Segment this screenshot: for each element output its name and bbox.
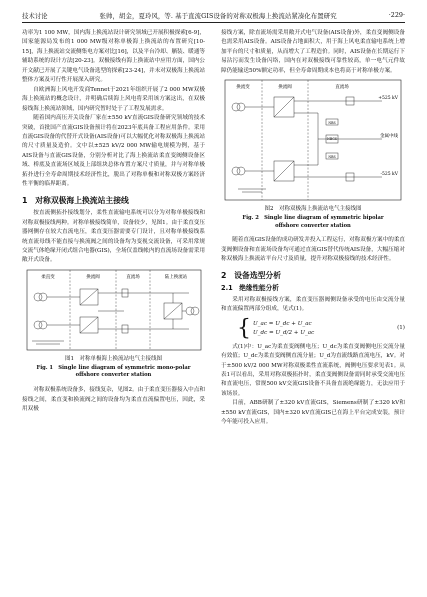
fig2-label: 换流阀 bbox=[278, 85, 292, 91]
figure-2-caption: 图2 对称双极海上换流站电气主接线图 bbox=[264, 206, 362, 213]
page-number: ·229· bbox=[388, 11, 405, 19]
fig2-voltage: +525 kV bbox=[378, 96, 398, 102]
paragraph: 对称双极系统设备多，接线复杂，见图2。由于柔直变压器接入中点和接线之间，柔直变和换流阀之间的设备均为柔直直流偏置电压，因此，采用双极 bbox=[22, 387, 205, 412]
figure-2-caption-en: Fig. 2 Single line diagram of symmetric bipolar offshore converter station bbox=[242, 215, 384, 229]
figure-2-diagram bbox=[222, 77, 404, 203]
equation-brace: { bbox=[237, 315, 251, 341]
fig2-module: NBS bbox=[328, 121, 336, 126]
fig2-voltage: 金属中线 bbox=[380, 134, 398, 140]
left-column bbox=[22, 29, 205, 414]
figure-1-caption-en: Fig. 1 Single line diagram of symmetric mono-polar offshore converter station bbox=[36, 364, 191, 379]
fig2-label: 直流场 bbox=[335, 85, 349, 91]
fig2-module: NBS bbox=[328, 155, 336, 160]
fig2-label: 换流变 bbox=[236, 85, 250, 91]
paragraph: 式(1)中：U_ac为柔直变阀侧电压；U_dc为柔直变阀侧电压交流分量有效值；U_dc为柔直变阀侧直流分量；U_d为直流线路直流电压，kV。对于±500 kV/2 000 MW对称双极柔性直流系统，阀侧电压要求见表1。从表1可以看出，采用对称双极拓扑时，柔直变阀侧设备需同时承受交流电压和直流电压，常规500 kV交流GIS设备不具备直流绝缘能力，无法应用于该场景。 bbox=[221, 343, 405, 397]
running-title: 张帅，胡金，夏玲风，等. 基于直流GIS设备的对称双极海上换流站紧凑化布置研究 bbox=[99, 11, 337, 20]
page-header bbox=[22, 8, 405, 23]
fig1-label: 换流阀 bbox=[85, 274, 100, 280]
paragraph: 接线方案，除直流场需采用敞开式电气设备(AIS设备)外，柔直变阀侧设备也需采用AIS设备。AIS设备占地面积大，用于海上风电柔直输电系统上增加平台的尺寸和质量，从而增大了工程造价。同时，AIS设备在长期运行下易沾污而发生设备闪络，国内在对双极接线可靠性较高，单一电气元件故障仍能输送50%额定功率，但全寿命周期成本也将高于对称单极方案。 bbox=[221, 30, 405, 74]
fig1-label: 陆上换流站 bbox=[164, 274, 187, 280]
journal-section: 技术讨论 bbox=[22, 11, 48, 20]
equation-1 bbox=[237, 315, 405, 341]
fig1-label: 柔直变 bbox=[40, 274, 55, 280]
subsection-heading: 2.1 绝缘性能分析 bbox=[221, 284, 279, 293]
paragraph: 采用对称双极接线方案，柔直变压器阀侧设备承受的电压由交流分量和直流偏置两部分组成，见式(1)。 bbox=[221, 296, 405, 313]
figure-1-caption: 图1 对称单极海上换流站电气主接线图 bbox=[64, 355, 162, 362]
paragraph: 按直流侧拓扑接线划分，柔性直流输电系统可以分为对称单极接线和对称双极接线两种。对称单极接线简单，设备较少，见图1。由于柔直变压器网侧存在较大直流电压，柔直变压器需要专门设计，且对称单极接线系统直流母线不能直接与换流阀之间的设备均为变视交流设备，可采用常规交流气体绝缘开闭式组合电器(GIS)，全场仅盖线帐内的直流场设备需采用敞开式设备。 bbox=[22, 210, 205, 264]
paragraph: 随着直流GIS设备的成功研发并投入工程运行，对称双极方案中的柔直变阀侧设备和直流场设备均可通过直流GIS替代传统AIS设备，大幅压缩对称双极海上换流站平台尺寸及质量，提升对称双极接线的技术经济性。 bbox=[221, 237, 405, 263]
equation-number: (1) bbox=[397, 324, 405, 331]
paragraph: 功率为1 100 MW，国内海上换流站设计研究领域已开展积极探索[6-9]，国家能源局发布的1 000 MW级对称单极海上换流站的布置研究[10-15]，海上换流站交流侧集电方案对比[16]，以及平台冷却、舾装、暖通等辅助系统的设计方法[20-23]。双极接线有海上换流站中应用方面，国内公开文献已开展了关键电气设备选型的探索[23-24]，并未对双极海上换流站整体方案及可行性开展深入研究。 bbox=[22, 30, 206, 84]
paragraph: 自欧洲海上风电开发商Tennet于2021年组织开展了2 000 MW双极海上换流站的概念设计，并明确后续海上风电将采用该方案这出，在双极接线海上换流站领域，国内研究暂时处于了工程发展需求。 bbox=[22, 86, 205, 112]
fig2-module: NBGS bbox=[327, 137, 337, 142]
figure-1-diagram bbox=[24, 267, 204, 353]
paragraph: 目前，ABB研制了±320 kV直流GIS，Siemens研制了±320 kV和±550 kV直流GIS，国内±320 kV直流GIS已在海上平台完成安装，预计今年能可投入应用。 bbox=[221, 400, 405, 426]
equation-line: U_ac = U_dc + U_ac bbox=[253, 320, 312, 327]
paragraph: 随着国内高压开关设备厂家在±550 kV直流GIS设备研究领域的技术突破，首批国产直流GIS设备预计将在2023年底具备工程应用条件。采用直流GIS设备的代替开式设备(AIS设备)可以大幅优化对称双极海上换流站的尺寸质量及造价。文中以±525 kV/2 000 MW输电规模为例，基于AIS设备与直流GIS设备，分别分析对比了海上换流站柔直变阀侧设备区域、桥底及直流场区域及上部组块总体布置方案尺寸质量，并与对称单极拓扑进行全寿命周期技术经济性比，脱出了对称单极和对称双极方案经济性平衡的临界距离。 bbox=[22, 115, 205, 188]
section-heading: 2 设备选型分析 bbox=[221, 270, 282, 280]
section-heading: 1 对称双极海上换流站主接线 bbox=[22, 195, 129, 205]
fig2-voltage: -525 kV bbox=[380, 172, 398, 178]
fig1-label: 直流场 bbox=[125, 274, 140, 280]
right-column bbox=[221, 29, 405, 428]
equation-line: U_dc = U_d/2 + U_ac bbox=[253, 329, 315, 336]
